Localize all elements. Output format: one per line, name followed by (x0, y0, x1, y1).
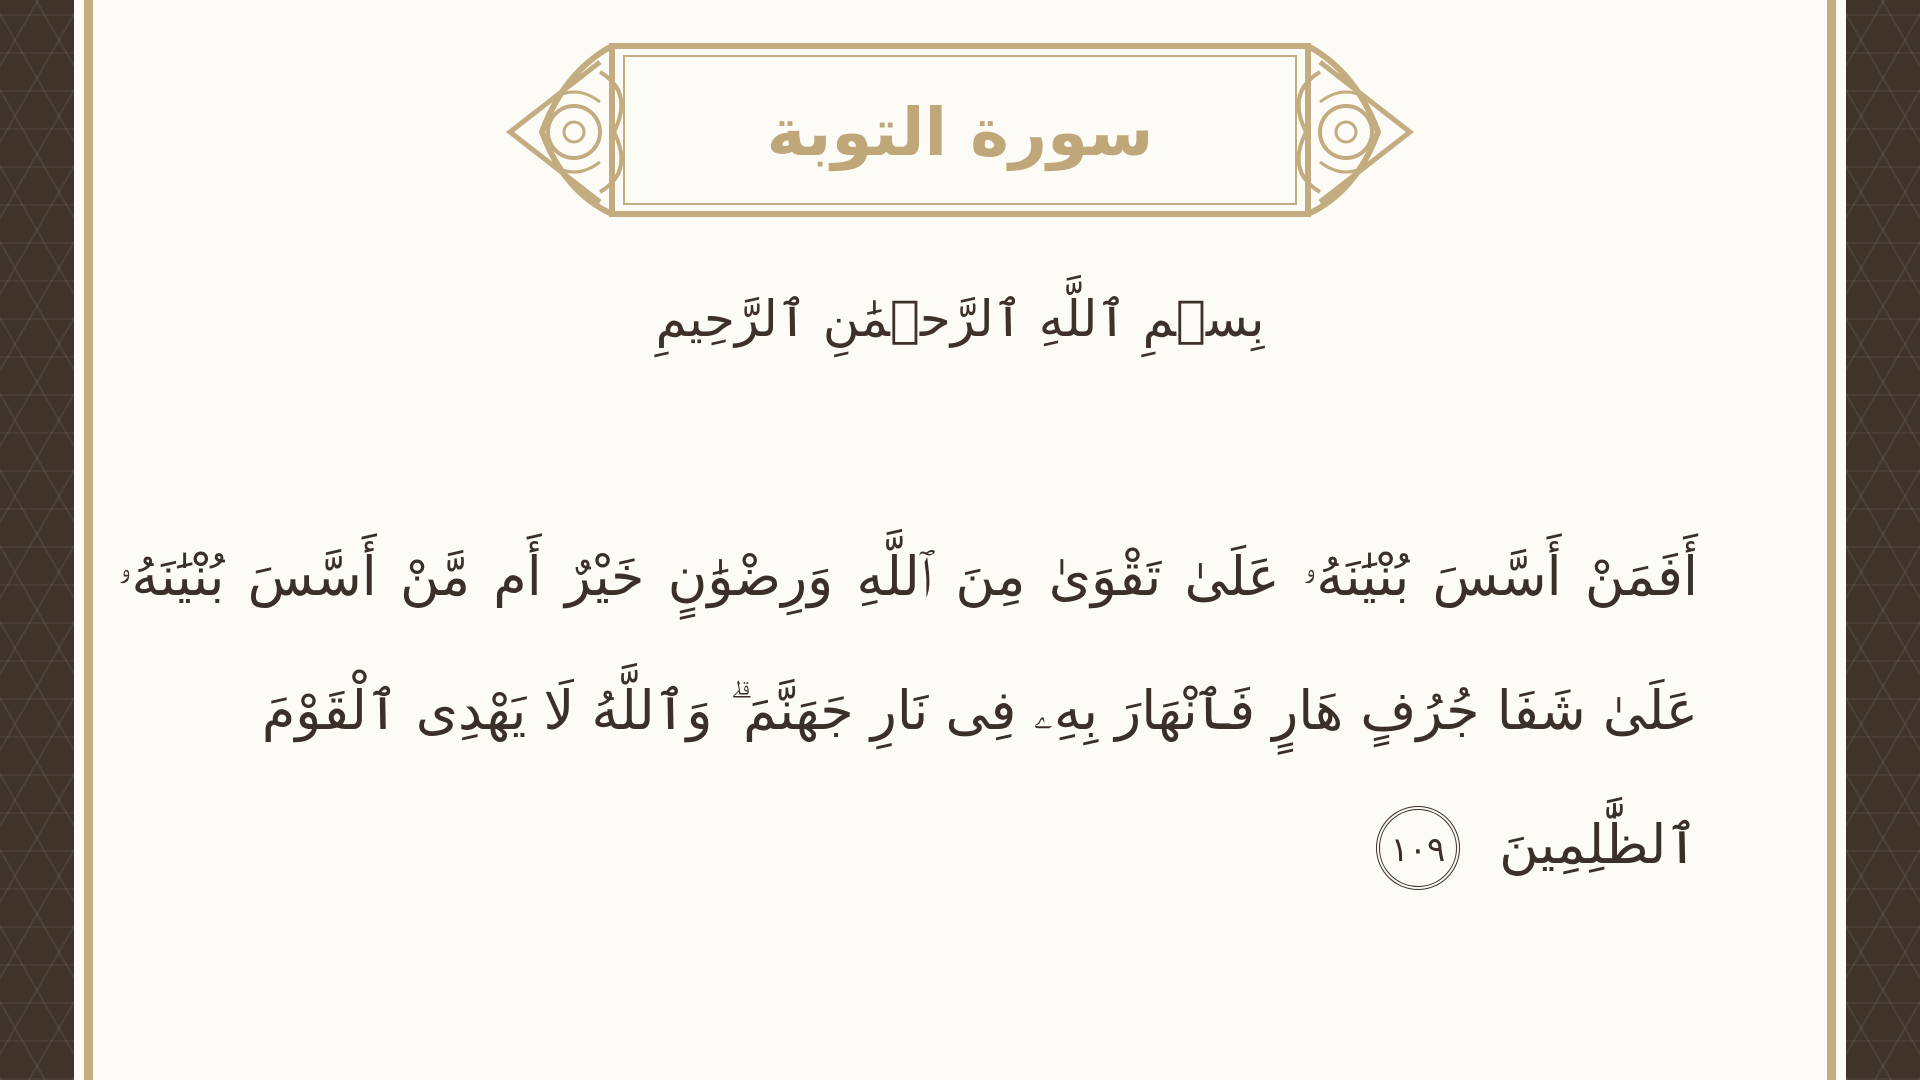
left-ornamental-border (0, 0, 74, 1080)
verse-line-3 (118, 778, 1698, 912)
right-ornamental-border (1846, 0, 1920, 1080)
basmala: بِسۡمِ ٱللَّهِ ٱلرَّحۡمَٰنِ ٱلرَّحِيمِ (655, 290, 1265, 348)
verse-line-2: عَلَىٰ شَفَا جُرُفٍ هَارٍ فَٱنْهَارَ بِهِۦ فِى نَارِ جَهَنَّمَ ۗ وَٱللَّهُ لَا يَهْدِى ٱلْقَوْمَ (261, 679, 1698, 742)
ayah-number-marker: ١٠٩ (1376, 806, 1460, 890)
surah-title-frame (504, 32, 1416, 232)
page (74, 0, 1846, 1080)
left-gold-rule (84, 0, 93, 1080)
verse-text (118, 510, 1698, 912)
verse-line-3-text: ٱلظَّٰلِمِينَ (1499, 813, 1698, 876)
verse-line-1: أَفَمَنْ أَسَّسَ بُنْيَٰنَهُۥ عَلَىٰ تَقْوَىٰ مِنَ ٱللَّهِ وَرِضْوَٰنٍ خَيْرٌ أَم مَّنْ أَسَّسَ بُنْيَٰنَهُۥ (118, 545, 1698, 608)
surah-title: سورة التوبة (766, 93, 1154, 171)
right-gold-rule (1827, 0, 1836, 1080)
